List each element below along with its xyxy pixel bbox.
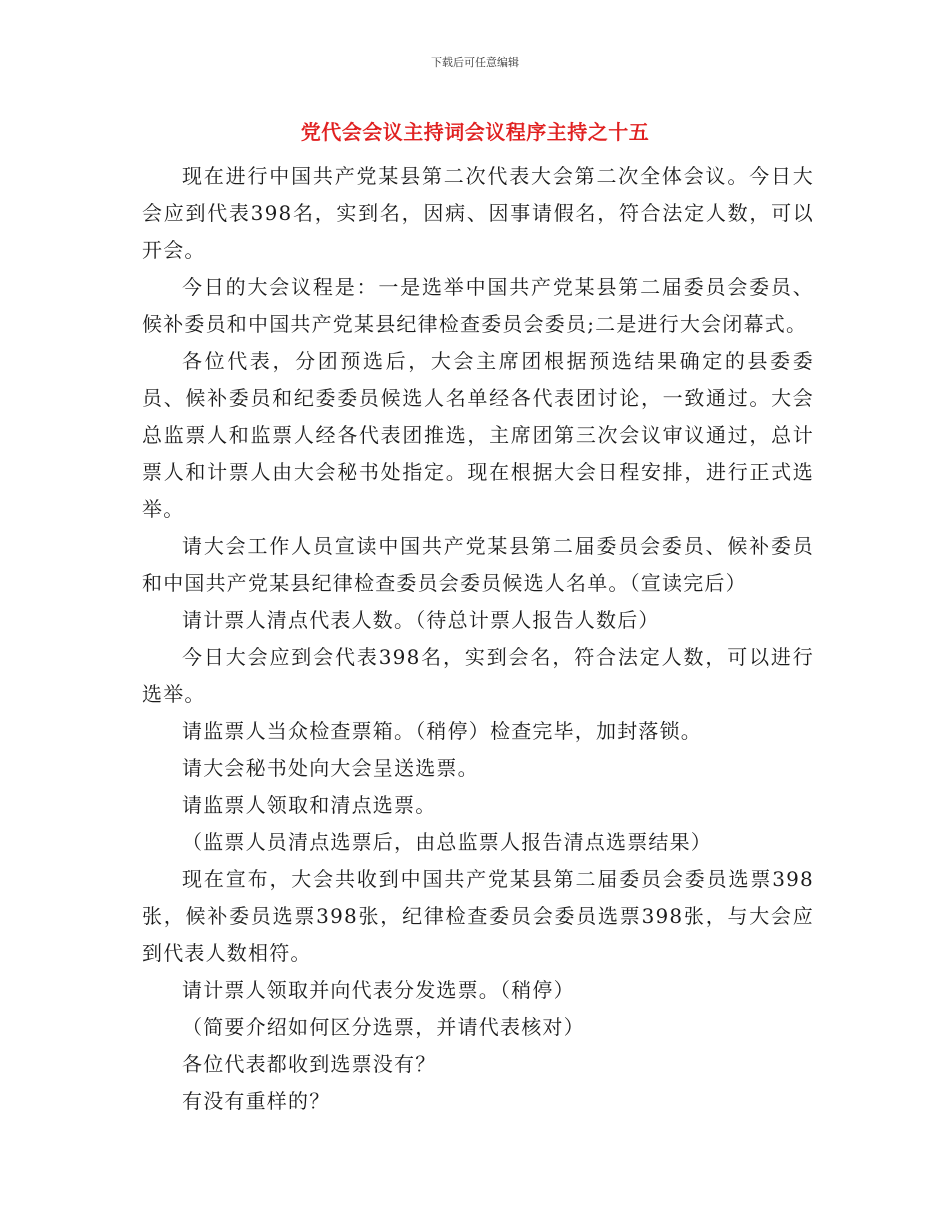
paragraph-11: 现在宣布，大会共收到中国共产党某县第二届委员会委员选票398张，候补委员选票398张，纪律检查委员会委员选票398张，与大会应到代表人数相符。 (142, 867, 814, 965)
paragraph-1: 现在进行中国共产党某县第二次代表大会第二次全体会议。今日大会应到代表398名，实到名，因病、因事请假名，符合法定人数，可以开会。 (142, 164, 814, 262)
paragraph-12: 请计票人领取并向代表分发选票。（稍停） (182, 978, 575, 1002)
paragraph-15: 有没有重样的？ (182, 1089, 331, 1113)
paragraph-6: 今日大会应到会代表398名，实到会名，符合法定人数，可以进行选举。 (142, 645, 814, 706)
paragraph-9: 请监票人领取和清点选票。 (182, 793, 437, 817)
header-note: 下载后可任意编辑 (431, 56, 519, 69)
document-title: 党代会会议主持词会议程序主持之十五 (300, 120, 650, 144)
paragraph-14: 各位代表都收到选票没有？ (182, 1052, 437, 1076)
paragraph-8: 请大会秘书处向大会呈送选票。 (182, 756, 479, 780)
paragraph-4: 请大会工作人员宣读中国共产党某县第二届委员会委员、候补委员和中国共产党某县纪律检查委员会委员候选人名单。（宣读完后） (142, 534, 814, 595)
paragraph-7: 请监票人当众检查票箱。（稍停）检查完毕，加封落锁。 (182, 719, 702, 743)
paragraph-5: 请计票人清点代表人数。（待总计票人报告人数后） (182, 608, 660, 632)
paragraph-10: （监票人员清点选票后，由总监票人报告清点选票结果） (182, 830, 712, 854)
paragraph-2: 今日的大会议程是：一是选举中国共产党某县第二届委员会委员、候补委员和中国共产党某县纪律检查委员会委员;二是进行大会闭幕式。 (142, 275, 814, 336)
paragraph-13: （简要介绍如何区分选票，并请代表核对） (182, 1015, 585, 1039)
paragraph-3: 各位代表，分团预选后，大会主席团根据预选结果确定的县委委员、候补委员和纪委委员候选人名单经各代表团讨论，一致通过。大会总监票人和监票人经各代表团推选，主席团第三次会议审议通过，总计票人和计票人由大会秘书处指定。现在根据大会日程安排，进行正式选举。 (142, 349, 814, 521)
document-body (142, 158, 814, 1120)
